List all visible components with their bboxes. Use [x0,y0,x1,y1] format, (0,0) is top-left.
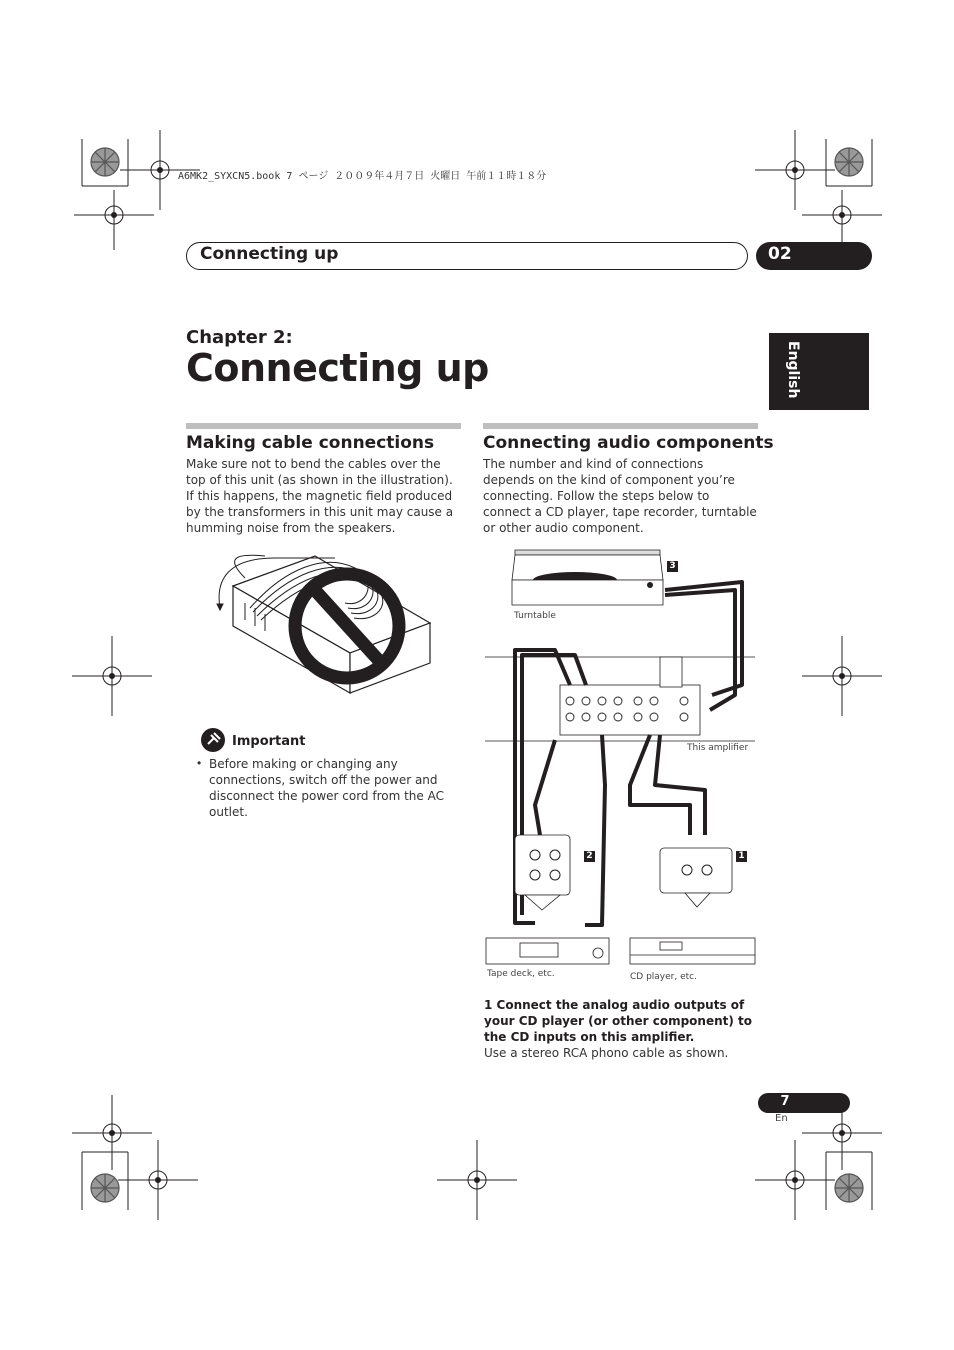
header-title: Connecting up [200,244,339,264]
chapter-number: 02 [768,244,792,264]
language-label: English [785,341,801,399]
turntable-illustration [512,550,663,605]
step-badge-1: 1 [736,851,747,862]
cables-body: Make sure not to bend the cables over the top of this unit (as shown in the illustration). If this happens, the magnetic field produced by the transformers in this unit may cause a humming noise from the speakers. [186,457,454,535]
important-bullet-text: Before making or changing any connections, switch off the power and disconnect the power cord from the AC outlet. [209,757,444,819]
page-number: 7 [780,1094,790,1109]
section-rule-left [186,423,461,429]
important-label: Important [232,734,306,749]
step-badge-2: 2 [584,851,595,862]
turntable-label: Turntable [514,611,556,621]
page-language: En [775,1113,788,1124]
step-1-title: 1 Connect the analog audio outputs of your CD player (or other component) to the CD inputs on this amplifier. [484,998,753,1044]
step-badge-3: 3 [667,561,678,572]
step-1-body: Use a stereo RCA phono cable as shown. [484,1046,729,1060]
section-title-cables: Making cable connections [186,433,435,453]
section-title-audio: Connecting audio components [483,433,774,453]
print-info: A6MK2_SYXCN5.book 7 ページ ２００９年４月７日 火曜日 午前１１時１８分 [178,171,547,182]
no-cable-over-unit-illustration [205,548,435,708]
chapter-label: Chapter 2: [186,327,293,348]
audio-body: The number and kind of connections depends on the kind of component you’re connecting. Follow the steps below to connect a CD player, tape recorder, turntable or other audio component. [483,457,757,535]
chapter-title: Connecting up [186,346,489,390]
section-rule-right [483,423,758,429]
bullet-dot: • [197,756,202,770]
important-pin-icon [200,727,226,753]
audio-connection-diagram [480,545,760,970]
amplifier-label: This amplifier [687,743,749,753]
tape-deck-label: Tape deck, etc. [487,969,555,979]
cd-player-label: CD player, etc. [630,972,697,982]
